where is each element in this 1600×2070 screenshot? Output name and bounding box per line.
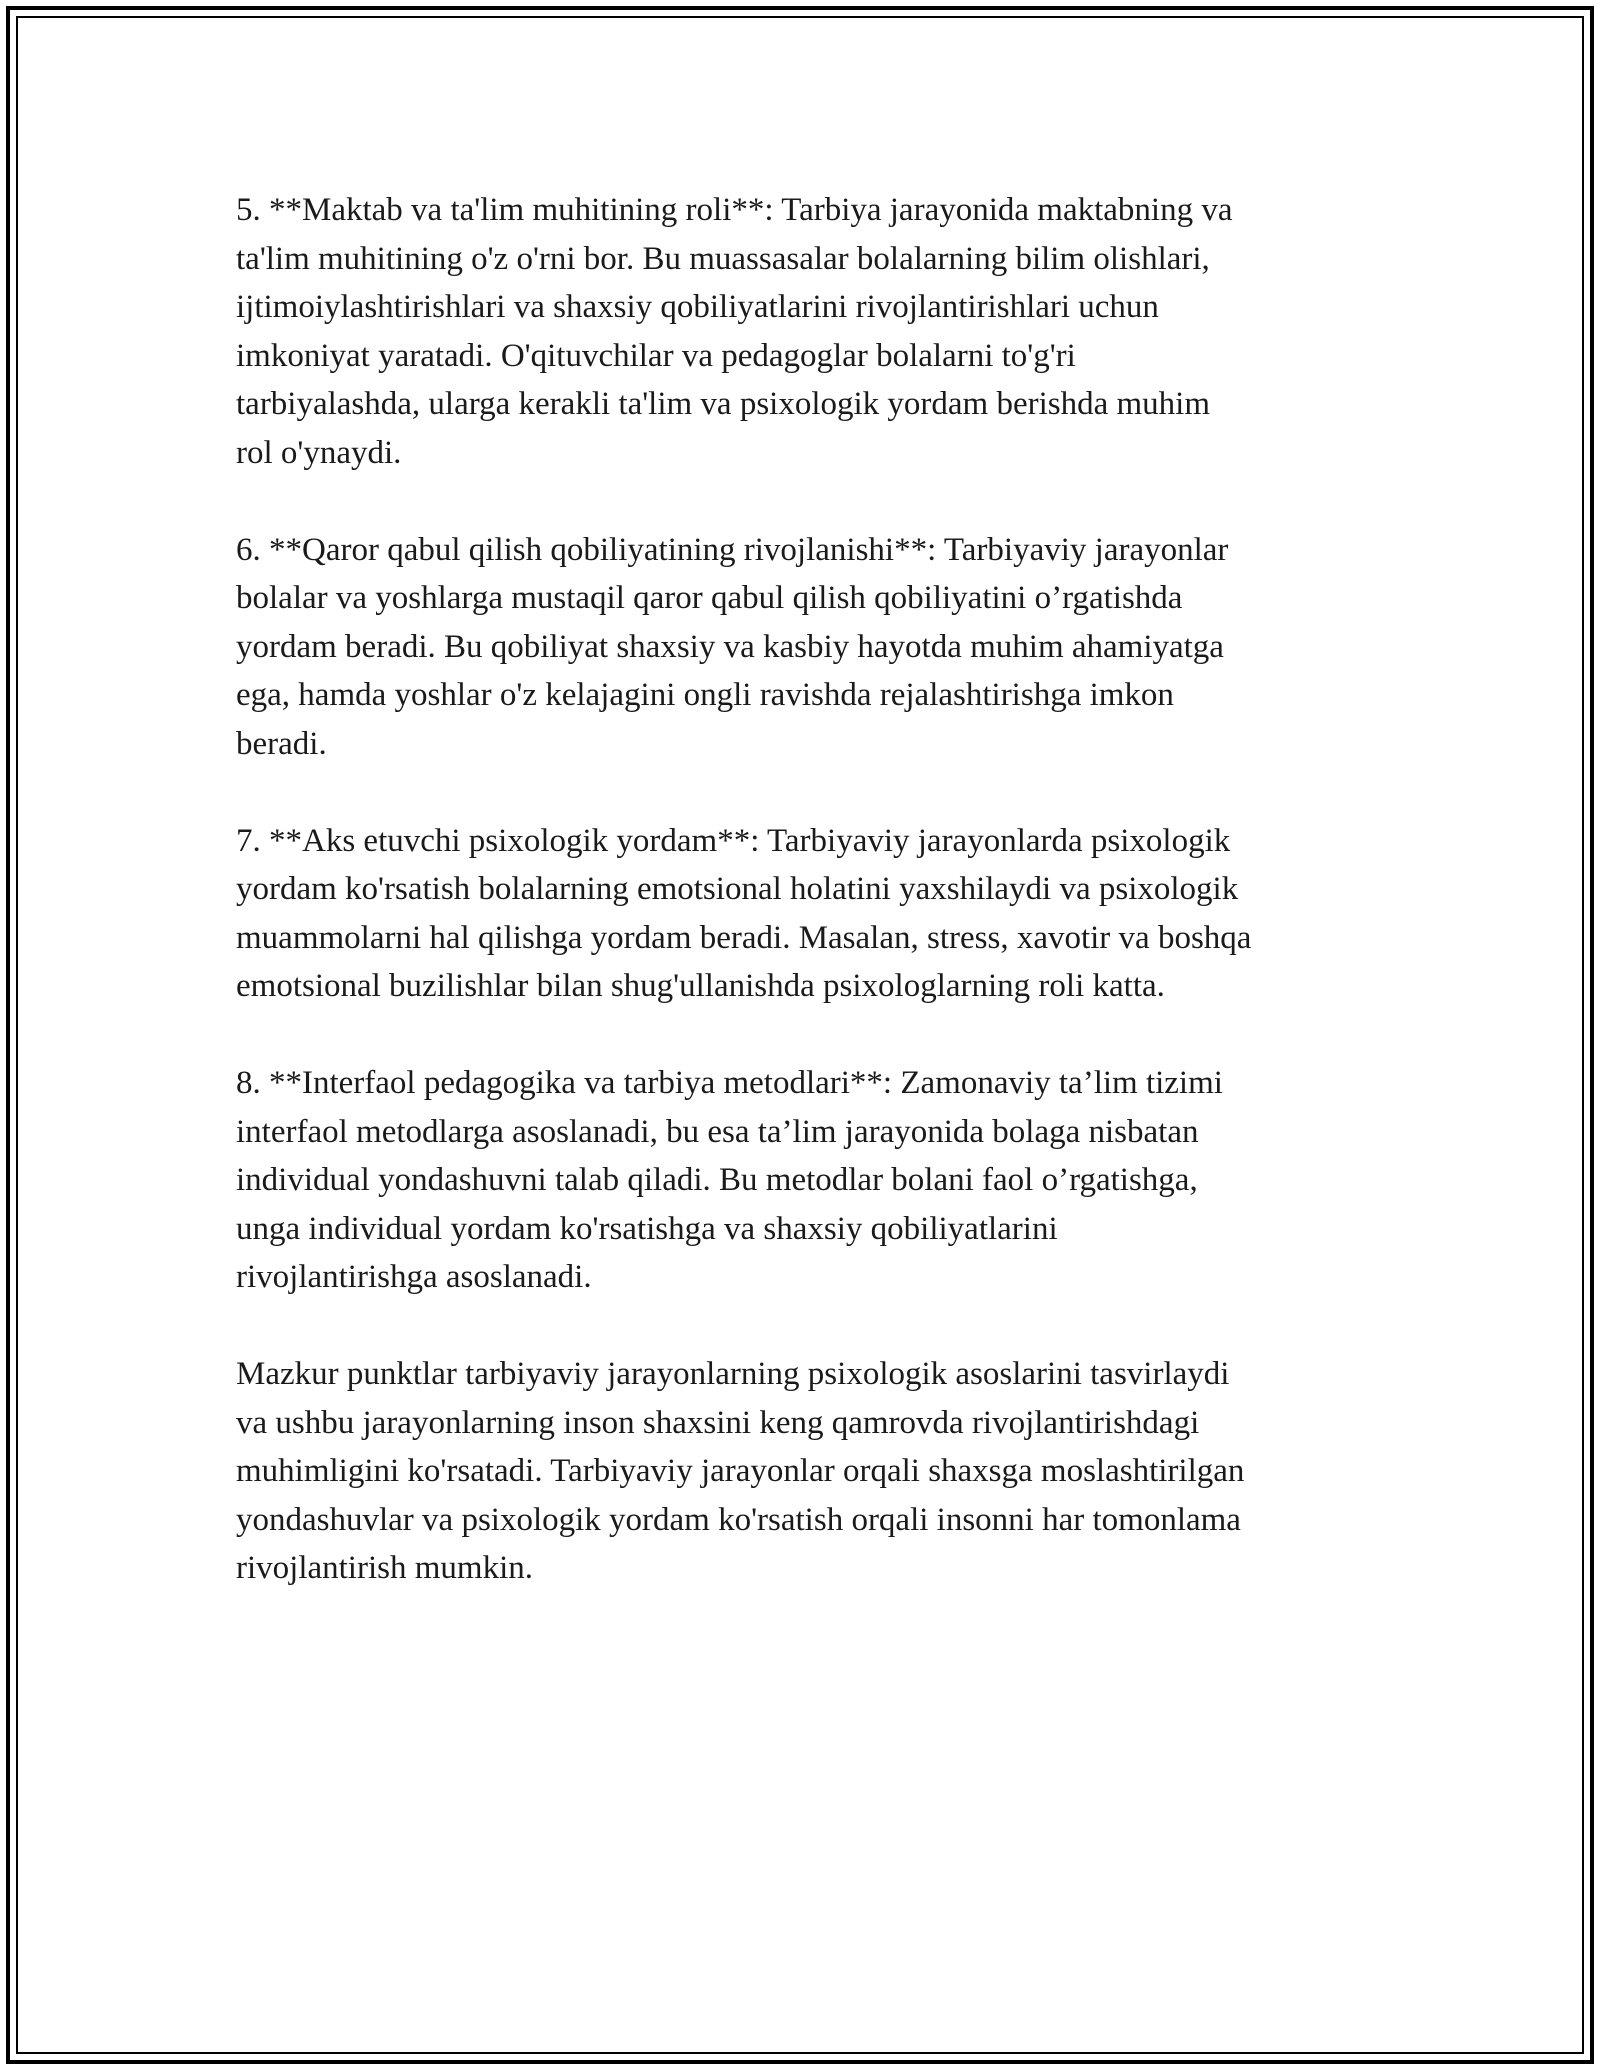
paragraph-item-6: 6. **Qaror qabul qilish qobiliyatining rivojlanishi**: Tarbiyaviy jarayonlar bolalar va yoshlarga mustaqil qaror qabul qilish qobiliyatini o’rgatishda yordam beradi. Bu qobiliyat shaxsiy va kasbiy hayotda muhim ahamiyatga ega, hamda yoshlar o'z kelajagini ongli ravishda rejalashtirishga imkon beradi. [236, 531, 1229, 762]
paragraph-item-5: 5. **Maktab va ta'lim muhitining roli**: Tarbiya jarayonida maktabning va ta'lim muhitining o'z o'rni bor. Bu muassasalar bolalarning bilim olishlari, ijtimoiylashtirishlari va shaxsiy qobiliyatlarini rivojlantirishlari uchun imkoniyat yaratadi. O'qituvchilar va pedagoglar bolalarni to'g'ri tarbiyalashda, ularga kerakli ta'lim va psixologik yordam berishda muhim rol o'ynaydi. [236, 192, 1233, 471]
document-body [236, 186, 1376, 1641]
paragraph-summary: Mazkur punktlar tarbiyaviy jarayonlarning psixologik asoslarini tasvirlaydi va ushbu jarayonlarning inson shaxsini keng qamrovda rivojlantirishdagi muhimligini ko'rsatadi. Tarbiyaviy jarayonlar orqali shaxsga moslashtirilgan yondashuvlar va psixologik yordam ko'rsatish orqali insonni har tomonlama rivojlantirish mumkin. [236, 1356, 1245, 1586]
paragraph-item-7: 7. **Aks etuvchi psixologik yordam**: Tarbiyaviy jarayonlarda psixologik yordam ko'rsatish bolalarning emotsional holatini yaxshilaydi va psixologik muammolarni hal qilishga yordam beradi. Masalan, stress, xavotir va boshqa emotsional buzilishlar bilan shug'ullanishda psixologlarning roli katta. [236, 822, 1252, 1004]
paragraph-item-8: 8. **Interfaol pedagogika va tarbiya metodlari**: Zamonaviy ta’lim tizimi interfaol metodlarga asoslanadi, bu esa ta’lim jarayonida bolaga nisbatan individual yondashuvni talab qiladi. Bu metodlar bolani faol o’rgatishga, unga individual yordam ko'rsatishga va shaxsiy qobiliyatlarini rivojlantirishga asoslanadi. [236, 1065, 1223, 1295]
